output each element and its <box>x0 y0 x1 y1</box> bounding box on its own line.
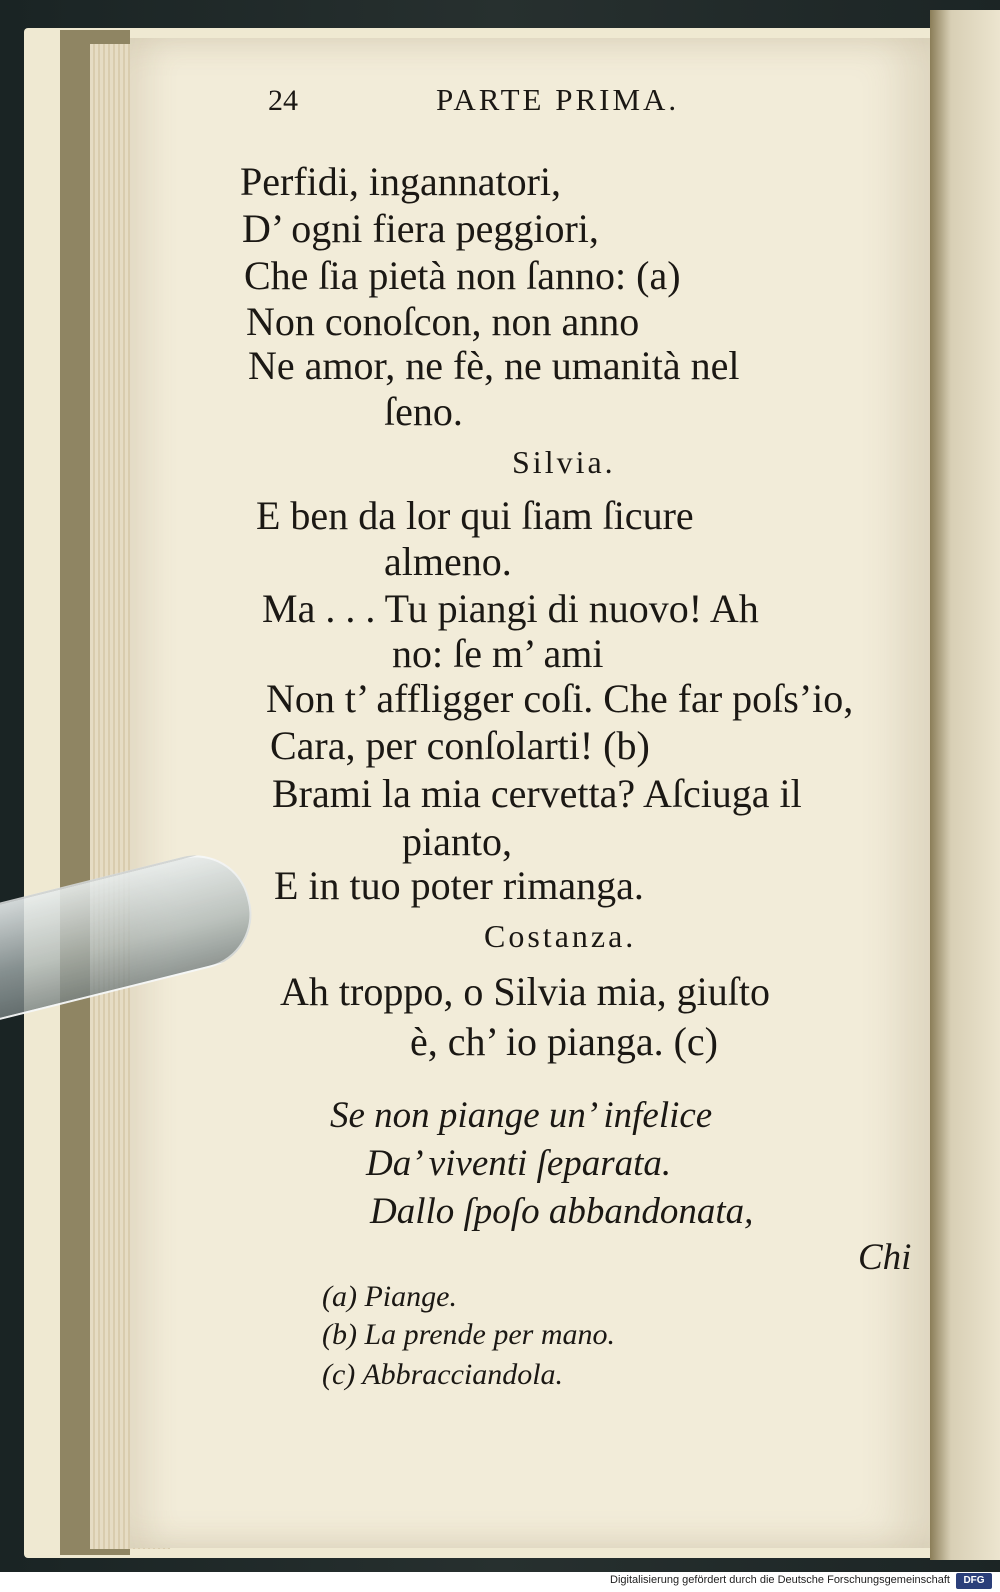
verse-line: Ah troppo, o Silvia mia, giuſto <box>280 969 770 1014</box>
speaker-name: Silvia. <box>512 444 616 480</box>
speaker-name: Costanza. <box>484 918 637 954</box>
verse-line: Cara, per conſolarti! (b) <box>270 723 650 768</box>
verse-line: Ma . . . Tu piangi di nuovo! Ah <box>262 586 759 631</box>
dfg-logo: DFG <box>956 1573 992 1589</box>
verse-line: almeno. <box>384 539 512 584</box>
catchword: Chi <box>858 1237 912 1278</box>
verse-line: pianto, <box>402 819 512 864</box>
verse-line: D’ ogni fiera peggiori, <box>242 206 599 251</box>
verse-line: no: ſe m’ ami <box>392 631 604 676</box>
verse-line: E in tuo poter rimanga. <box>274 863 644 908</box>
facing-page-edge <box>930 10 1000 1560</box>
footnote: (b) La prende per mano. <box>322 1318 616 1351</box>
aria-line: Dallo ſpoſo abbandonata, <box>370 1191 754 1232</box>
verse-line: Brami la mia cervetta? Aſciuga il <box>272 771 802 816</box>
page-number: 24 <box>268 84 298 117</box>
verse-line: è, ch’ io pianga. (c) <box>410 1019 718 1064</box>
verse-line: Non t’ affligger coſi. Che far poſs’io, <box>266 676 854 721</box>
footer-credit: Digitalisierung gefördert durch die Deutsche Forschungsgemeinschaft <box>610 1574 950 1586</box>
aria-line: Da’ viventi ſeparata. <box>366 1143 672 1184</box>
verse-line: Ne amor, ne fè, ne umanità nel <box>248 343 740 388</box>
verse-line: ſeno. <box>384 389 463 434</box>
footnote: (c) Abbracciandola. <box>322 1358 564 1391</box>
running-title: PARTE PRIMA. <box>436 82 680 117</box>
aria-line: Se non piange un’ infelice <box>330 1095 713 1136</box>
verse-line: Che ſia pietà non ſanno: (a) <box>244 253 681 298</box>
verse-line: Non conoſcon, non anno <box>246 299 640 344</box>
verse-line: Perfidi, ingannatori, <box>240 159 562 204</box>
verse-line: E ben da lor qui ſiam ſicure <box>256 493 694 538</box>
footnote: (a) Piange. <box>322 1280 457 1313</box>
